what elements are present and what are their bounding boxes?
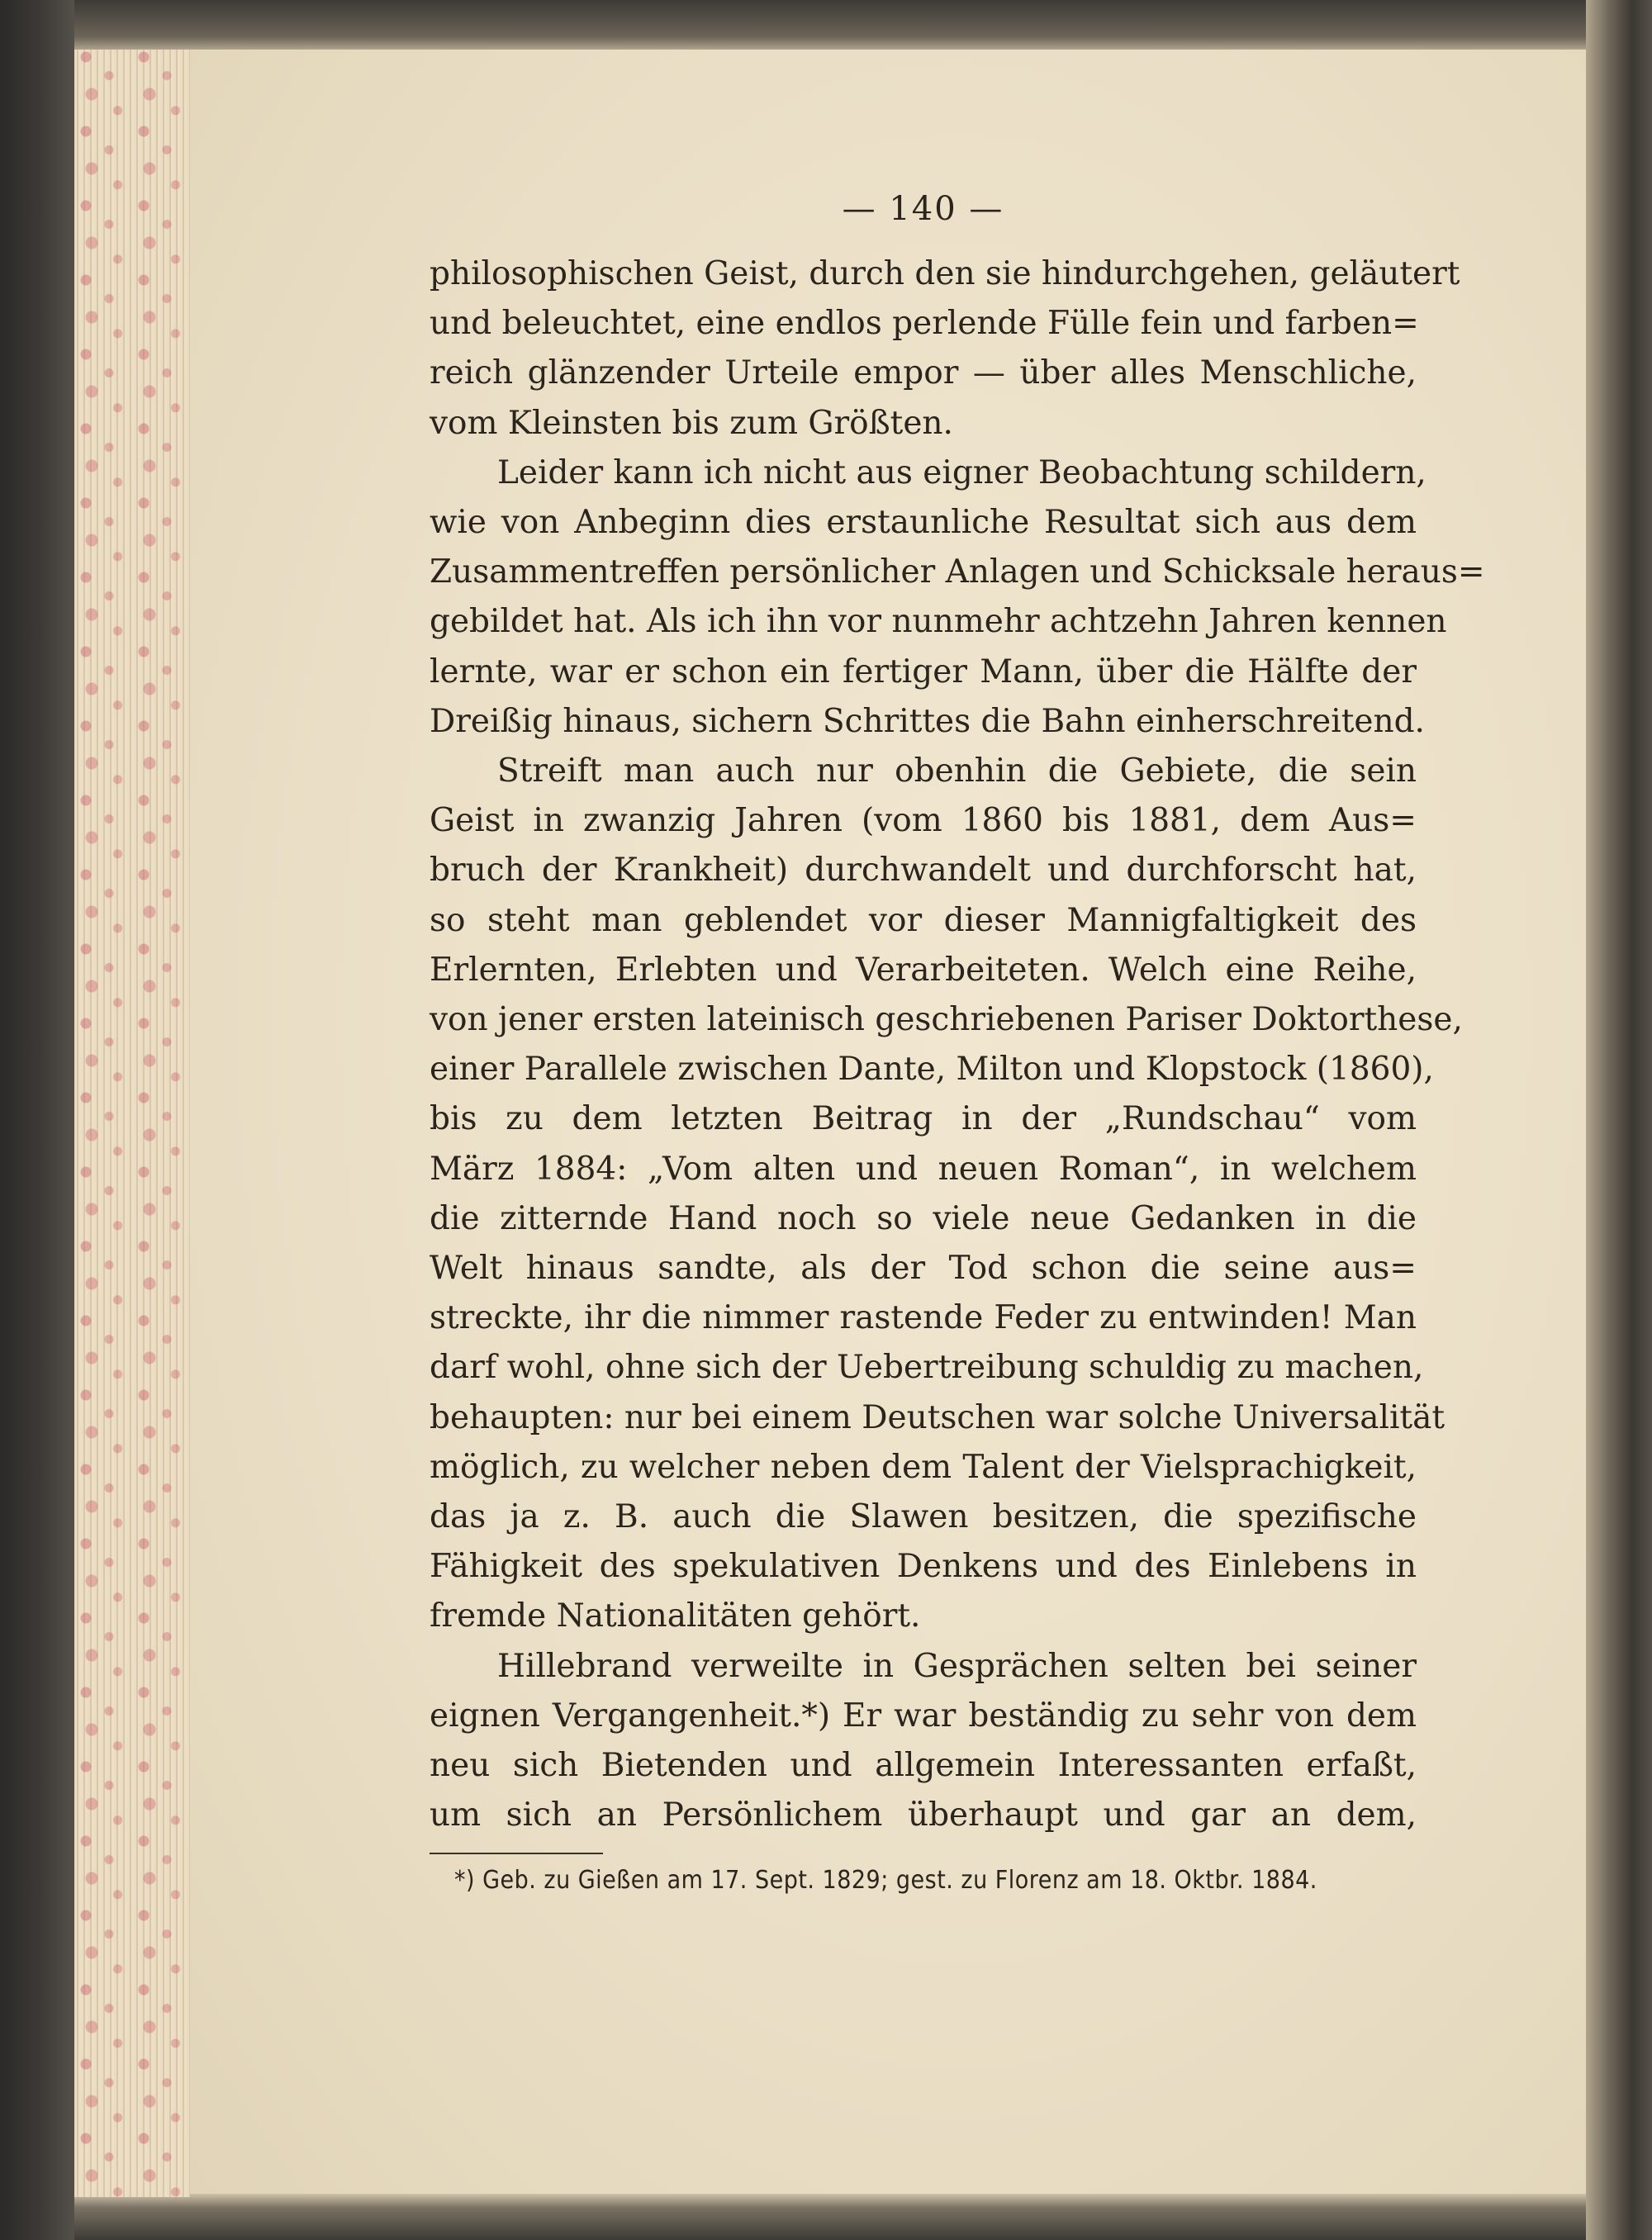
book-cover-edge — [0, 0, 74, 2240]
text-line: gebildet hat. Als ich ihn vor nunmehr achtzehn Jahren kennen — [430, 603, 1447, 641]
text-line: Geist in zwanzig Jahren (vom 1860 bis 1881, dem Aus= — [430, 802, 1417, 840]
text-line: bruch der Krankheit) durchwandelt und durchforscht hat, — [430, 852, 1417, 890]
text-line: um sich an Persönlichem überhaupt und gar an dem, — [430, 1796, 1417, 1834]
text-line: Leider kann ich nicht aus eigner Beobachtung schildern, — [497, 453, 1427, 491]
text-line: bis zu dem letzten Beitrag in der „Rundschau“ vom — [430, 1100, 1417, 1138]
text-line: Zusammentreffen persönlicher Anlagen und Schicksale heraus= — [430, 553, 1485, 591]
text-line: Dreißig hinaus, sichern Schrittes die Bahn einherschreitend. — [430, 702, 1425, 740]
page-number: — 140 — — [842, 190, 1004, 228]
text-line: so steht man geblendet vor dieser Mannigfaltigkeit des — [430, 901, 1417, 939]
footnote: *) Geb. zu Gießen am 17. Sept. 1829; gest. zu Florenz am 18. Oktbr. 1884. — [454, 1865, 1317, 1895]
text-line: darf wohl, ohne sich der Uebertreibung schuldig zu machen, — [430, 1349, 1424, 1387]
text-line: eignen Vergangenheit.*) Er war beständig zu sehr von dem — [430, 1697, 1417, 1735]
text-line: philosophischen Geist, durch den sie hindurchgehen, geläutert — [430, 255, 1460, 292]
text-line: die zitternde Hand noch so viele neue Gedanken in die — [430, 1199, 1417, 1237]
page-bottom-shadow — [74, 2194, 1602, 2240]
footnote-divider — [430, 1853, 603, 1854]
text-line: behaupten: nur bei einem Deutschen war solche Universalität — [430, 1398, 1446, 1436]
text-line: von jener ersten lateinisch geschriebenen Pariser Doktorthese, — [430, 1001, 1463, 1039]
text-line: wie von Anbeginn dies erstaunliche Resultat sich aus dem — [430, 504, 1417, 542]
text-line: Fähigkeit des spekulativen Denkens und des Einlebens in — [430, 1548, 1417, 1586]
text-line: vom Kleinsten bis zum Größten. — [430, 404, 953, 442]
text-line: fremde Nationalitäten gehört. — [430, 1597, 921, 1635]
page-text — [430, 190, 1485, 1899]
text-line: das ja z. B. auch die Slawen besitzen, die spezifische — [430, 1498, 1417, 1536]
text-line: Erlernten, Erlebten und Verarbeiteten. Welch eine Reihe, — [430, 951, 1417, 989]
page-top-shadow — [74, 0, 1602, 53]
book-gutter — [1586, 0, 1652, 2240]
text-line: reich glänzender Urteile empor — über alles Menschliche, — [430, 354, 1417, 392]
text-line: lernte, war er schon ein fertiger Mann, über die Hälfte der — [430, 653, 1417, 691]
text-line: Hillebrand verweilte in Gesprächen selten bei seiner — [497, 1647, 1417, 1685]
paragraph-3 — [430, 747, 1463, 1642]
text-line: einer Parallele zwischen Dante, Milton und Klopstock (1860), — [430, 1051, 1434, 1089]
text-line: Streift man auch nur obenhin die Gebiete, die sein — [497, 752, 1417, 790]
text-line: streckte, ihr die nimmer rastende Feder zu entwinden! Man — [430, 1299, 1417, 1337]
paragraph-1 — [430, 249, 1460, 448]
text-line: neu sich Bietenden und allgemein Interessanten erfaßt, — [430, 1747, 1417, 1785]
text-line: Welt hinaus sandte, als der Tod schon die seine aus= — [430, 1250, 1417, 1288]
text-line: möglich, zu welcher neben dem Talent der Vielsprachigkeit, — [430, 1448, 1417, 1486]
text-line: März 1884: „Vom alten und neuen Roman“, in welchem — [430, 1150, 1417, 1188]
page-stack-edges — [74, 50, 190, 2197]
text-line: und beleuchtet, eine endlos perlende Fülle fein und farben= — [430, 305, 1419, 343]
paragraph-4 — [430, 1642, 1417, 1841]
paragraph-2 — [430, 448, 1485, 747]
